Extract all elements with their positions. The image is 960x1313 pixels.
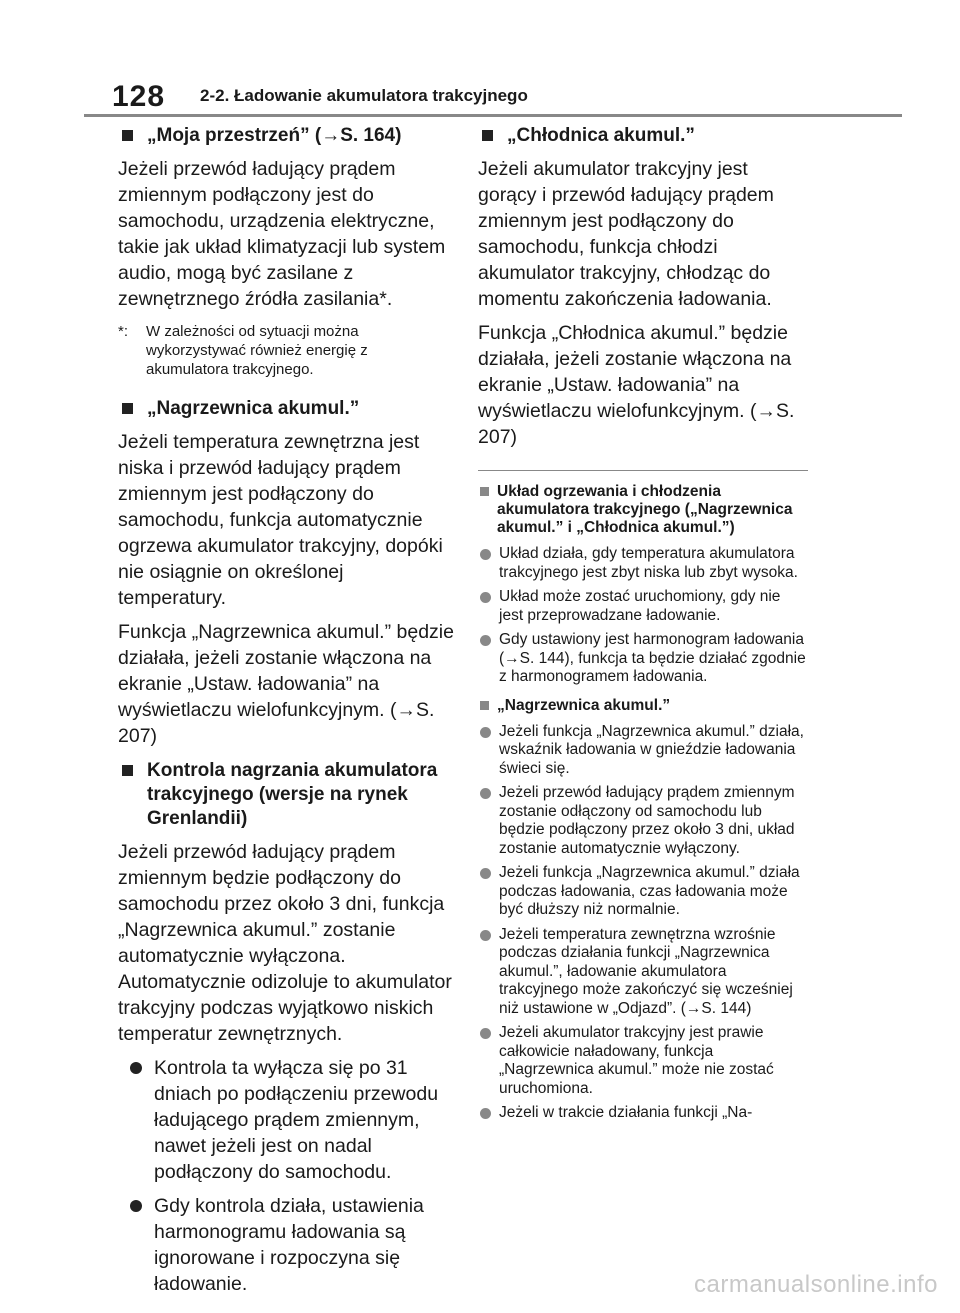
round-bullet-icon bbox=[480, 727, 491, 738]
watermark: carmanualsonline.info bbox=[694, 1271, 938, 1298]
note-item: Jeżeli akumulator trakcyjny jest prawie całkowicie naładowany, funkcja „Nagrzewnica akumul.” może nie zostać uruchomiona. bbox=[478, 1024, 808, 1098]
round-bullet-icon bbox=[480, 549, 491, 560]
chapter-title: 2-2. Ładowanie akumulatora trakcyjnego bbox=[200, 86, 528, 105]
square-bullet-icon bbox=[122, 403, 133, 414]
paragraph: Jeżeli akumulator trakcyjny jest gorący i przewód ładujący prądem zmiennym jest podłączony do samochodu, funkcja chłodzi akumulator trakcyjny, chłodząc do momentu zakończenia ładowania. bbox=[478, 158, 774, 310]
note-item: Gdy ustawiony jest harmonogram ładowania (→S. 144), funkcja ta będzie działać zgodnie z harmonogramem ładowania. bbox=[478, 631, 808, 687]
list-item: Gdy kontrola działa, ustawienia harmonogramu ładowania są ignorowane i rozpoczyna się ładowanie. bbox=[118, 1193, 454, 1297]
section-heading-chlodnica: „Chłodnica akumul.” bbox=[478, 124, 808, 148]
round-bullet-icon bbox=[480, 868, 491, 879]
section-heading-moja-przestrzen: „Moja przestrzeń” (→S. 164) bbox=[118, 124, 454, 148]
round-bullet-icon bbox=[480, 930, 491, 941]
round-bullet-icon bbox=[130, 1200, 142, 1212]
paragraph: Jeżeli temperatura zewnętrzna jest niska i przewód ładujący prądem zmiennym jest podłączony do samochodu, funkcja automatycznie ogrzewa akumulator trakcyjny, dopóki nie osiągnie on określonej temperatury. bbox=[118, 431, 443, 609]
round-bullet-icon bbox=[480, 592, 491, 603]
page-header bbox=[84, 80, 902, 117]
note-item: Jeżeli funkcja „Nagrzewnica akumul.” działa, wskaźnik ładowania w gnieździe ładowania świeci się. bbox=[478, 723, 808, 779]
round-bullet-icon bbox=[480, 788, 491, 799]
info-note-box bbox=[478, 470, 808, 1123]
round-bullet-icon bbox=[130, 1062, 142, 1074]
list-item: Kontrola ta wyłącza się po 31 dniach po podłączeniu przewodu ładującego prądem zmiennym, nawet jeżeli jest on nadal podłączony do samochodu. bbox=[118, 1055, 454, 1185]
right-column bbox=[478, 124, 808, 1123]
note-subheading: „Nagrzewnica akumul.” bbox=[478, 697, 808, 715]
paragraph: Jeżeli przewód ładujący prądem zmiennym będzie podłączony do samochodu przez około 3 dni, funkcja „Nagrzewnica akumul.” zostanie automatycznie wyłączona. Automatycznie odizoluje to akumulator trakcyjny podczas wyjątkowo niskich temperatur zewnętrznych. bbox=[118, 841, 452, 1045]
note-item: Jeżeli funkcja „Nagrzewnica akumul.” działa podczas ładowania, czas ładowania może być dłuższy niż normalnie. bbox=[478, 864, 808, 920]
note-item: Jeżeli temperatura zewnętrzna wzrośnie podczas działania funkcji „Nagrzewnica akumul.”, ładowanie akumulatora trakcyjnego może zakończyć się wcześniej niż ustawione w „Odjazd”. (→S. 144) bbox=[478, 926, 808, 1019]
paragraph: Funkcja „Chłodnica akumul.” będzie działała, jeżeli zostanie włączona na ekranie „Ustaw. ładowania” na wyświetlaczu wielofunkcyjnym. (→S. 207) bbox=[478, 322, 795, 448]
round-bullet-icon bbox=[480, 635, 491, 646]
page-number: 128 bbox=[112, 80, 166, 113]
paragraph: Jeżeli przewód ładujący prądem zmiennym podłączony jest do samochodu, urządzenia elektryczne, takie jak układ klimatyzacji lub system audio, mogą być zasilane z zewnętrznego źródła zasilania*. bbox=[118, 158, 446, 310]
square-bullet-icon bbox=[480, 701, 489, 710]
footnote: *: W zależności od sytuacji można wykorzystywać również energię z akumulatora trakcyjnego. bbox=[118, 323, 368, 378]
square-bullet-icon bbox=[122, 765, 133, 776]
round-bullet-icon bbox=[480, 1028, 491, 1039]
square-bullet-icon bbox=[122, 130, 133, 141]
round-bullet-icon bbox=[480, 1108, 491, 1119]
note-item: Jeżeli w trakcie działania funkcji „Na- bbox=[478, 1104, 808, 1123]
section-heading-kontrola: Kontrola nagrzania akumulatora trakcyjnego (wersje na rynek Grenlandii) bbox=[118, 759, 454, 831]
note-item: Układ może zostać uruchomiony, gdy nie jest przeprowadzane ładowanie. bbox=[478, 588, 808, 625]
note-item: Jeżeli przewód ładujący prądem zmiennym zostanie odłączony od samochodu lub będzie podłączony przez około 3 dni, układ zostanie automatycznie wyłączony. bbox=[478, 784, 808, 858]
square-bullet-icon bbox=[482, 130, 493, 141]
paragraph: Funkcja „Nagrzewnica akumul.” będzie działała, jeżeli zostanie włączona na ekranie „Ustaw. ładowania” na wyświetlaczu wielofunkcyjnym. (→S. 207) bbox=[118, 621, 454, 747]
square-bullet-icon bbox=[480, 487, 489, 496]
note-item: Układ działa, gdy temperatura akumulatora trakcyjnego jest zbyt niska lub zbyt wysoka. bbox=[478, 545, 808, 582]
left-column bbox=[118, 124, 454, 1297]
section-heading-nagrzewnica: „Nagrzewnica akumul.” bbox=[118, 397, 454, 421]
note-heading: Układ ogrzewania i chłodzenia akumulatora trakcyjnego („Nagrzewnica akumul.” i „Chłodnica akumul.”) bbox=[478, 483, 808, 537]
